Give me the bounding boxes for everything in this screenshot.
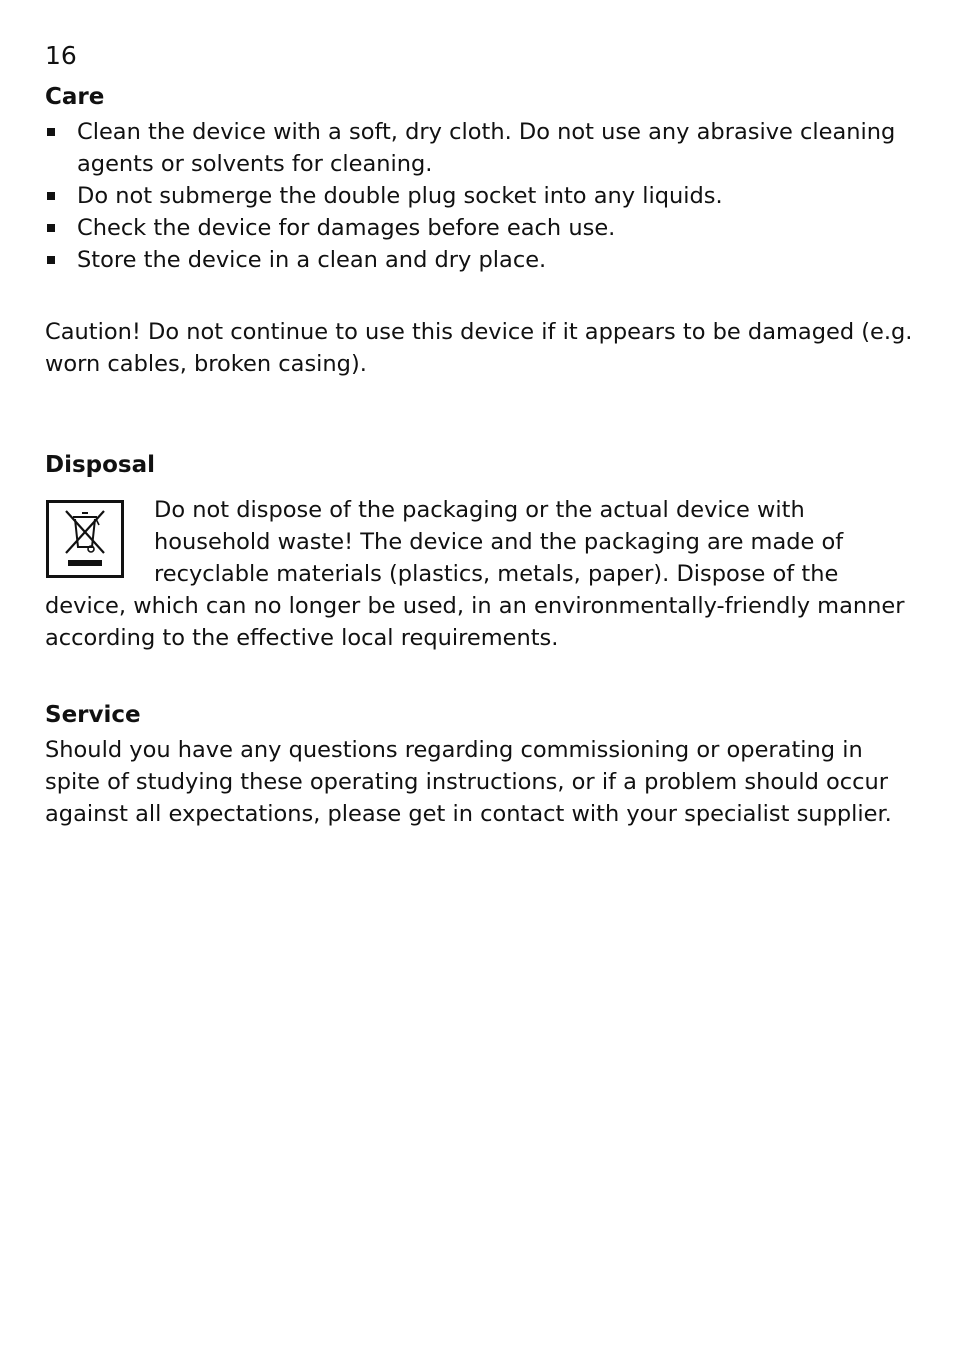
square-bullet-icon (47, 224, 55, 232)
list-item (45, 212, 915, 244)
disposal-block (45, 494, 915, 654)
list-item (45, 116, 915, 180)
square-bullet-icon (47, 256, 55, 264)
disposal-heading: Disposal (45, 452, 156, 478)
caution-paragraph: Caution! Do not continue to use this device if it appears to be damaged (e.g. worn cables, broken casing). (45, 319, 913, 377)
list-item-text: Store the device in a clean and dry place. (77, 247, 547, 273)
disposal-paragraph: Do not dispose of the packaging or the actual device with household waste! The device and the packaging are made of recyclable materials (plastics, metals, paper). Dispose of the device, which can no longer be used, in an environmentally-friendly manner according to the effective local requirements. (45, 497, 905, 651)
disposal-section (45, 450, 915, 654)
list-item (45, 180, 915, 212)
list-item (45, 244, 915, 276)
list-item-text: Do not submerge the double plug socket into any liquids. (77, 183, 723, 209)
manual-page (45, 40, 915, 830)
service-section (45, 700, 915, 830)
service-heading: Service (45, 702, 141, 728)
care-heading: Care (45, 84, 105, 110)
list-item-text: Clean the device with a soft, dry cloth. Do not use any abrasive cleaning agents or solvents for cleaning. (77, 119, 896, 177)
square-bullet-icon (47, 128, 55, 136)
care-list (45, 116, 915, 276)
service-paragraph: Should you have any questions regarding commissioning or operating in spite of studying these operating instructions, or if a problem should occur against all expectations, please get in contact with your specialist supplier. (45, 737, 892, 827)
crossed-out-wheelie-bin-icon (46, 500, 124, 578)
care-section (45, 82, 915, 380)
list-item-text: Check the device for damages before each use. (77, 215, 616, 241)
square-bullet-icon (47, 192, 55, 200)
page-number: 16 (45, 41, 77, 70)
